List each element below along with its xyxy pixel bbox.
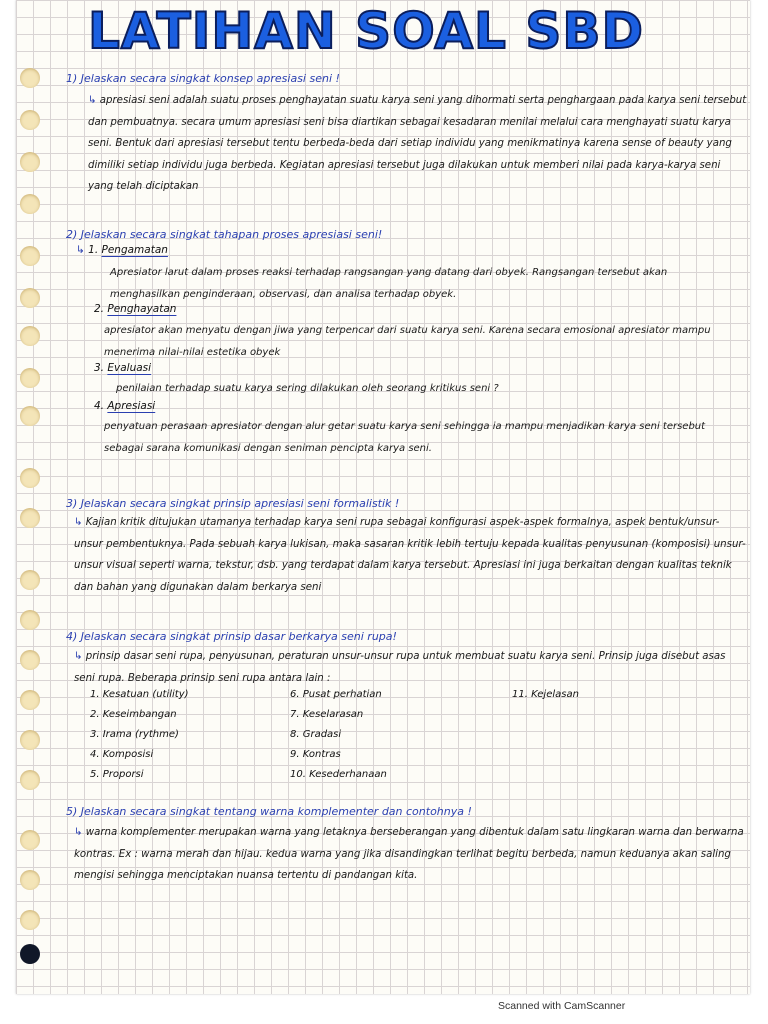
answer-3 <box>74 512 746 598</box>
answer-3-text: Kajian kritik ditujukan utamanya terhadap karya seni rupa sebagai konfigurasi aspek-aspek formalnya, aspek bentuk/unsur-unsur pembentuknya. Pada sebuah karya lukisan, maka sasaran kritik lebih tertuju kepada kualitas penyusunan (komposisi) unsur-unsur visual seperti warna, tekstur, dsb. yang terdapat dalam karya tersebut. Apresiasi ini juga berkaitan dengan kualitas teknik dan bahan yang digunakan dalam berkarya seni <box>74 517 746 593</box>
binder-hole <box>20 508 40 528</box>
arrow-icon: ↳ <box>74 827 86 838</box>
step-4-heading: 4. Apresiasi <box>94 400 156 412</box>
binder-hole <box>20 870 40 890</box>
answer-1-text: apresiasi seni adalah suatu proses penghayatan suatu karya seni yang dihormati serta penghargaan pada karya seni tersebut dan pembuatnya. secara umum apresiasi seni bisa diartikan sebagai kesadaran menilai melalui cara menghayati suatu karya seni. Bentuk dari apresiasi tersebut tentu berbeda-beda dari setiap individu yang menikmatinya karena sense of beauty yang dimiliki setiap individu juga berbeda. Kegiatan apresiasi tersebut juga dilakukan untuk memberi nilai pada karya-karya seni yang telah diciptakan <box>88 95 747 192</box>
list-item: 3. Irama (rythme) <box>90 729 179 740</box>
arrow-icon: ↳ <box>74 517 86 528</box>
question-1: 1) Jelaskan secara singkat konsep apresiasi seni ! <box>66 72 340 85</box>
principles-column-2 <box>290 685 387 785</box>
binder-hole <box>20 68 40 88</box>
binder-hole <box>20 152 40 172</box>
principles-column-1 <box>90 685 189 785</box>
step-2-text: apresiator akan menyatu dengan jiwa yang terpencar dari suatu karya seni. Karena secara emosional apresiator mampu menerima nilai-nilai estetika obyek <box>104 325 711 358</box>
binder-hole <box>20 326 40 346</box>
arrow-icon: ↳ <box>74 651 86 662</box>
question-2: 2) Jelaskan secara singkat tahapan proses apresiasi seni! <box>66 228 383 241</box>
question-5: 5) Jelaskan secara singkat tentang warna komplementer dan contohnya ! <box>66 805 472 818</box>
binder-hole <box>20 910 40 930</box>
binder-hole <box>20 830 40 850</box>
binder-hole <box>20 194 40 214</box>
binder-hole <box>20 368 40 388</box>
answer-4-text: prinsip dasar seni rupa, penyusunan, peraturan unsur-unsur rupa untuk membuat suatu karya seni. Prinsip juga disebut asas seni rupa. Beberapa prinsip seni rupa antara lain : <box>74 651 726 684</box>
binder-hole <box>20 288 40 308</box>
list-item: 6. Pusat perhatian <box>290 689 382 700</box>
list-item: 10. Kesederhanaan <box>290 769 387 780</box>
step-4-text: penyatuan perasaan apresiator dengan alur getar suatu karya seni sehingga ia mampu menjadikan karya seni tersebut sebagai sarana komunikasi dengan seniman pencipta karya seni. <box>104 421 706 454</box>
list-item: 5. Proporsi <box>90 769 144 780</box>
list-item: 4. Komposisi <box>90 749 154 760</box>
list-item: 8. Gradasi <box>290 729 342 740</box>
list-item: 7. Keselarasan <box>290 709 364 720</box>
answer-4 <box>74 646 746 689</box>
binder-hole <box>20 690 40 710</box>
binder-hole <box>20 468 40 488</box>
arrow-icon: ↳ <box>88 95 100 106</box>
binder-hole <box>20 570 40 590</box>
binder-hole <box>20 650 40 670</box>
step-3-heading: 3. Evaluasi <box>94 362 152 374</box>
step-1-text: Apresiator larut dalam proses reaksi terhadap rangsangan yang datang dari obyek. Rangsangan tersebut akan menghasilkan penginderaan, observasi, dan analisa terhadap obyek. <box>110 267 668 300</box>
question-4: 4) Jelaskan secara singkat prinsip dasar berkarya seni rupa! <box>66 630 397 643</box>
answer-5 <box>74 822 746 887</box>
list-item: 1. Kesatuan (utility) <box>90 689 189 700</box>
binder-hole <box>20 110 40 130</box>
binder-hole <box>20 944 40 964</box>
scanner-watermark: Scanned with CamScanner <box>498 1000 626 1012</box>
binder-hole <box>20 610 40 630</box>
list-item: 11. Kejelasan <box>512 689 579 700</box>
page-title: LATIHAN SOAL SBD <box>88 2 644 60</box>
principles-column-3 <box>512 685 579 705</box>
answer-5-text: warna komplementer merupakan warna yang letaknya berseberangan yang dibentuk dalam satu lingkaran warna dan berwarna kontras. Ex : warna merah dan hijau. kedua warna yang jika disandingkan terlihat begitu berbeda, namun keduanya akan saling mengisi sehingga menciptakan nuansa tertentu di pandangan kita. <box>74 827 744 881</box>
answer-1 <box>88 90 748 198</box>
binder-hole <box>20 770 40 790</box>
question-3: 3) Jelaskan secara singkat prinsip apresiasi seni formalistik ! <box>66 497 400 510</box>
binder-hole <box>20 730 40 750</box>
step-3-text: penilaian terhadap suatu karya sering dilakukan oleh seorang kritikus seni ? <box>116 383 499 394</box>
step-1-heading: ↳ 1. Pengamatan <box>76 244 168 256</box>
arrow-icon: ↳ <box>76 244 89 256</box>
step-2-heading: 2. Penghayatan <box>94 303 177 315</box>
list-item: 9. Kontras <box>290 749 341 760</box>
binder-hole <box>20 406 40 426</box>
binder-hole <box>20 246 40 266</box>
list-item: 2. Keseimbangan <box>90 709 177 720</box>
